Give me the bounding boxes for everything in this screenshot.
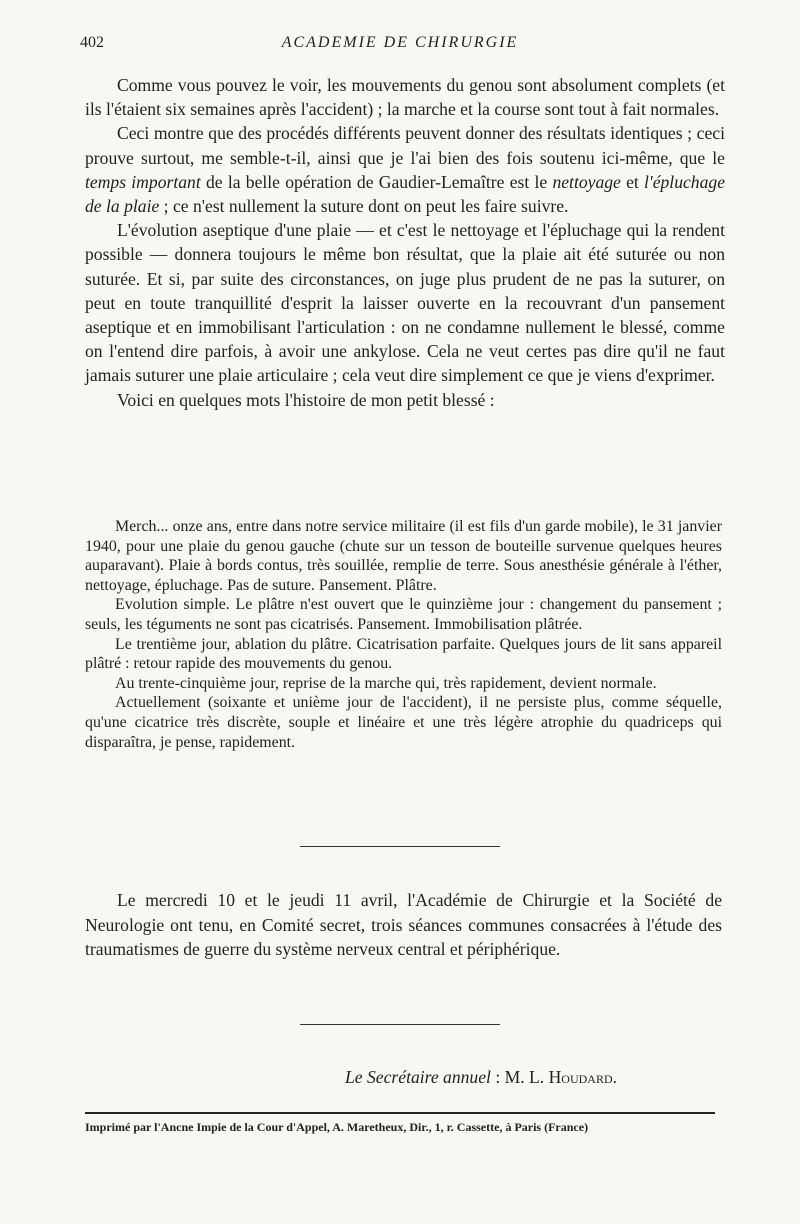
printer-imprint: Imprimé par l'Ancne Impie de la Cour d'Appel, A. Maretheux, Dir., 1, r. Cassette, à Paris (France) [85, 1120, 589, 1134]
section-divider [300, 1024, 500, 1025]
paragraph-3: L'évolution aseptique d'une plaie — et c'est le nettoyage et l'épluchage qui la rendent possible — donnera toujours le même bon résultat, que la plaie ait été suturée ou non suturée. Et si, par suite des circonstances, on juge plus prudent de ne pas la suturer, on peut en toute tranquillité d'esprit la laisser ouverte en la recouvrant d'un pansement aseptique et en immobilisant l'articulation : on ne condamne nullement le blessé, comme on l'entend dire parfois, à avoir une ankylose. Cela ne veut certes pas dire qu'il ne faut jamais suturer une plaie articulaire ; cela veut dire simplement ce que je viens d'exprimer. [85, 220, 725, 386]
case-paragraph-4: Au trente-cinquième jour, reprise de la marche qui, très rapidement, devient normale. [115, 674, 657, 692]
signature-name: Houdard. [548, 1067, 618, 1087]
footer-rule [85, 1112, 715, 1114]
page-number: 402 [80, 34, 104, 51]
paragraph-4: Voici en quelques mots l'histoire de mon petit blessé : [117, 389, 495, 410]
signature: Le Secrétaire annuel : M. L. Houdard. [345, 1067, 618, 1087]
case-paragraph-2: Evolution simple. Le plâtre n'est ouvert que le quinzième jour : changement du pansement ; seuls, les téguments ne sont pas cicatrisés. Pansement. Immobilisation plâtrée. [85, 596, 722, 633]
emphasis-temps-important: temps important [85, 171, 201, 192]
paragraph-2: Ceci montre que des procédés différents peuvent donner des résultats identiques ; ceci prouve surtout, me semble-t-il, ainsi que je l'ai bien des fois soutenu ici-même, que le temps important de la belle opération de Gaudier-Lemaître est le nettoyage et l'épluchage de la plaie ; ce n'est nullement la suture dont on peut les faire suivre. [85, 123, 725, 217]
body-text [85, 73, 725, 412]
announcement [85, 888, 722, 962]
announcement-text: Le mercredi 10 et le jeudi 11 avril, l'Académie de Chirurgie et la Société de Neurologie ont tenu, en Comité secret, trois séances communes consacrées à l'étude des traumatismes de guerre du système nerveux central et périphérique. [85, 890, 722, 959]
paragraph-1: Comme vous pouvez le voir, les mouvements du genou sont absolument complets (et ils l'étaient six semaines après l'accident) ; la marche et la course sont tout à fait normales. [85, 75, 725, 120]
signature-role: Le Secrétaire annuel [345, 1067, 491, 1087]
page-header [80, 34, 720, 56]
case-report [85, 517, 722, 752]
running-title: ACADEMIE DE CHIRURGIE [281, 34, 519, 51]
case-paragraph-5: Actuellement (soixante et unième jour de l'accident), il ne persiste plus, comme séquelle, qu'une cicatrice très discrète, souple et linéaire et une très légère atrophie du quadriceps qui disparaîtra, je pense, rapidement. [85, 694, 722, 751]
case-paragraph-1: Merch... onze ans, entre dans notre service militaire (il est fils d'un garde mobile), le 31 janvier 1940, pour une plaie du genou gauche (chute sur un tesson de bouteille survenue quelques heures auparavant). Plaie à bords contus, très souillée, remplie de terre. Sous anesthésie générale à l'éther, nettoyage, épluchage. Pas de suture. Pansement. Plâtre. [85, 518, 722, 594]
emphasis-epluchage: l'épluchage de la plaie [85, 171, 725, 217]
case-paragraph-3: Le trentième jour, ablation du plâtre. Cicatrisation parfaite. Quelques jours de lit sans appareil plâtré : retour rapide des mouvements du genou. [85, 635, 722, 673]
section-divider [300, 846, 500, 847]
emphasis-nettoyage: nettoyage [552, 171, 621, 192]
